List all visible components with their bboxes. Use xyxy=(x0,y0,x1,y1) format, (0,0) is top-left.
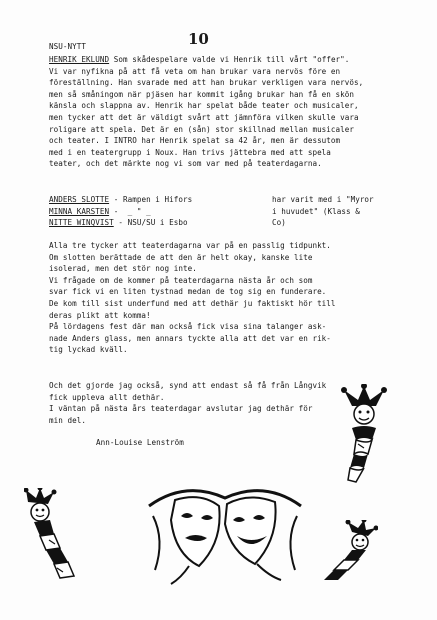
intro-line: Som skådespelare valde vi Henrik till vårt "offer". xyxy=(109,55,350,64)
body-line: svar fick vi en liten tystnad medan de tog sig en funderare. xyxy=(49,287,327,297)
roles-note-line: Co) xyxy=(272,218,286,228)
body-line: Om slotten berättade de att den är helt okay, kanske lite xyxy=(49,252,313,262)
intro-line: känsla och slappna av. Henrik har spelat både teater och musicaler, xyxy=(49,101,359,111)
section-header: NSU-NYTT xyxy=(49,42,86,51)
body-line: Vi frågade om de kommer på teaterdagarna nästa år och som xyxy=(49,275,313,285)
intro-line: föreställning. Han svarade med att han brukar verkligen vara nervös, xyxy=(49,78,364,88)
intro-line: Vi var nyfikna på att få veta om han brukar vara nervös före en xyxy=(49,66,341,76)
role-text: - Rampen i Hifors xyxy=(109,195,193,204)
role-name: MINNA KARSTEN xyxy=(49,206,110,216)
role-name: NITTE WINQVIST xyxy=(49,218,114,228)
body-line: nade Anders glass, men annars tyckte alla att det var en rik- xyxy=(49,333,331,343)
role-text: - NSU/SU i Esbo xyxy=(113,218,188,228)
role-text: - _ " _ xyxy=(109,206,151,216)
roles-note-line: har varit med i "Myror xyxy=(272,195,374,204)
interview-paragraph xyxy=(49,240,336,356)
body-line: Alla tre tycker att teaterdagarna var på en passlig tidpunkt. xyxy=(49,241,331,250)
body-line: På lördagens fest där man också fick visa sina talanger ask- xyxy=(49,322,327,332)
body-line: tig lyckad kväll. xyxy=(49,345,128,355)
body-line: De kom till sist underfund med att dethär ju faktiskt hör till xyxy=(49,298,336,308)
henrik-paragraph xyxy=(49,54,363,170)
page-number: 10 xyxy=(188,30,209,48)
roles-list xyxy=(49,194,192,229)
roles-note xyxy=(272,194,374,229)
jester-figure-right-icon xyxy=(334,384,394,484)
body-line: deras plikt att komma! xyxy=(49,310,151,320)
intro-line: men så småningom när pjäsen har kommit igång brukar han få en skön xyxy=(49,89,355,99)
body-line: isolerad, men det stör nog inte. xyxy=(49,264,197,274)
closing-line: fick uppleva allt dethär. xyxy=(49,392,165,402)
roles-note-line: i huvudet" (Klass & xyxy=(272,206,360,216)
jester-figure-left-icon xyxy=(24,488,86,580)
role-name: ANDERS SLOTTE xyxy=(49,195,110,204)
signature: Ann-Louise Lenström xyxy=(96,438,184,447)
theatre-masks-icon xyxy=(145,480,305,590)
intro-line: med i en teatergrupp i Noux. Han trivs jättebra med att spela xyxy=(49,147,331,157)
intro-line: och teater. I INTRO har Henrik spelat sa 42 år, men är dessutom xyxy=(49,136,341,146)
intro-line: men tycker att det är väldigt svårt att jämnföra vilken skulle vara xyxy=(49,112,359,122)
jester-figure-lower-right-icon xyxy=(318,520,378,580)
closing-line: I väntan på nästa års teaterdagar avslutar jag dethär för xyxy=(49,404,313,414)
closing-line: Och det gjorde jag också, synd att endast så få från Långvik xyxy=(49,381,327,390)
closing-line: min del. xyxy=(49,415,86,425)
intro-line: teater, och det märkte nog vi som var med på teaterdagarna. xyxy=(49,159,322,169)
closing-paragraph xyxy=(49,380,326,426)
intro-line: roligare att spela. Det är en (sån) stor skillnad mellan musicaler xyxy=(49,124,355,134)
henrik-name: HENRIK EKLUND xyxy=(49,55,110,64)
